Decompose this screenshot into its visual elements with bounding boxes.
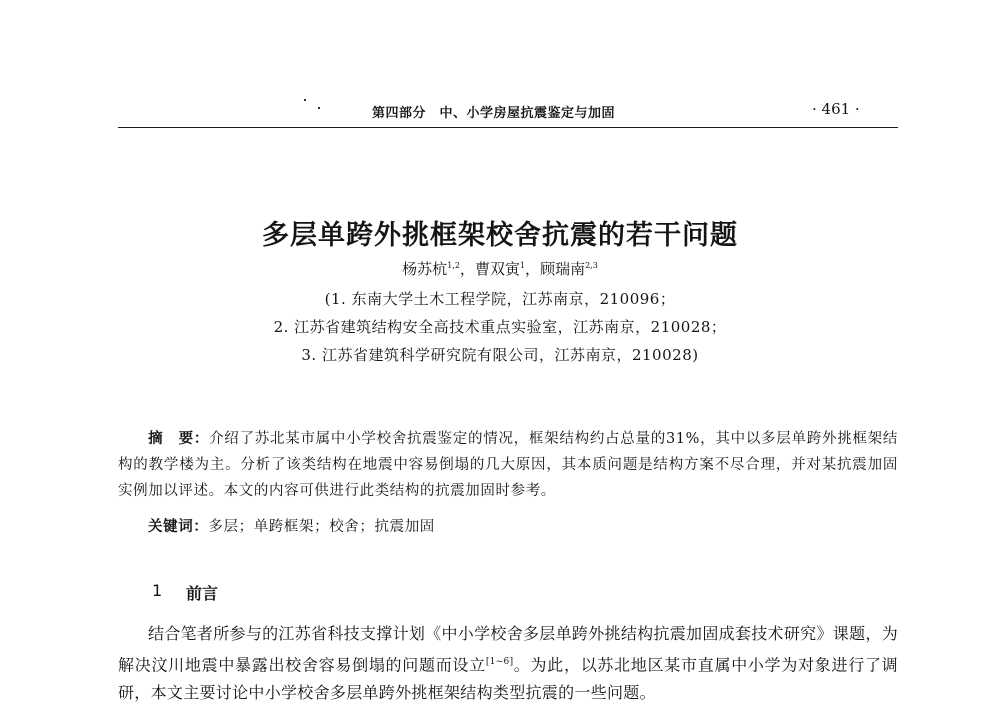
author-affiliation-mark: 1 [519, 261, 526, 270]
author-name: 顾瑞南 [540, 260, 586, 278]
section-title: 前言 [186, 584, 219, 603]
affiliation-line: 3. 江苏省建筑科学研究院有限公司，江苏南京，210028) [301, 346, 699, 364]
body-paragraph: 结合笔者所参与的江苏省科技支撑计划《中小学校舍多层单跨外挑结构抗震加固成套技术研究》课题，为解决汶川地震中暴露出校舍容易倒塌的问题而设立[1~6]。为此，以苏北地区某市直属中小学为对象进行了调研，本文主要讨论中小学校舍多层单跨外挑框架结构类型抗震的一些问题。 [118, 624, 898, 703]
abstract-text: 介绍了苏北某市属中小学校舍抗震鉴定的情况，框架结构约占总量的31%，其中以多层单跨外挑框架结构的教学楼为主。分析了该类结构在地震中容易倒塌的几大原因，其本质问题是结构方案不尽合理，并对某抗震加固实例加以评述。本文的内容可供进行此类结构的抗震加固时参考。 [118, 431, 898, 499]
author-affiliation-mark: 2,3 [585, 261, 598, 270]
author-affiliation-mark: 1,2 [447, 261, 460, 270]
header-rule [118, 127, 898, 128]
affiliation-line: (1. 东南大学土木工程学院，江苏南京，210096； [324, 290, 676, 308]
citation: [1~6] [485, 657, 514, 667]
keywords [148, 515, 435, 536]
keywords-label: 关键词： [148, 519, 209, 535]
author-list: 杨苏杭$^{1,2}$，曹双寅$^1$，顾瑞南$^{2,3}$ [402, 260, 598, 278]
keywords-text: 多层；单跨框架；校舍；抗震加固 [208, 519, 435, 535]
paper-title: 多层单跨外挑框架校舍抗震的若干问题 [262, 220, 738, 251]
author-name: 曹双寅 [474, 260, 520, 278]
section-number: 1 [152, 581, 163, 600]
scan-speck [304, 99, 306, 101]
running-header-section: 第四部分 中、小学房屋抗震鉴定与加固 [372, 106, 616, 121]
affiliation-line: 2. 江苏省建筑结构安全高技术重点实验室，江苏南京，210028； [273, 318, 727, 336]
abstract [118, 426, 898, 504]
scan-speck [318, 107, 320, 109]
running-header-page-number: · 461 · [812, 100, 860, 118]
author-name: 杨苏杭 [402, 260, 448, 278]
abstract-label: 摘 要： [148, 431, 210, 447]
